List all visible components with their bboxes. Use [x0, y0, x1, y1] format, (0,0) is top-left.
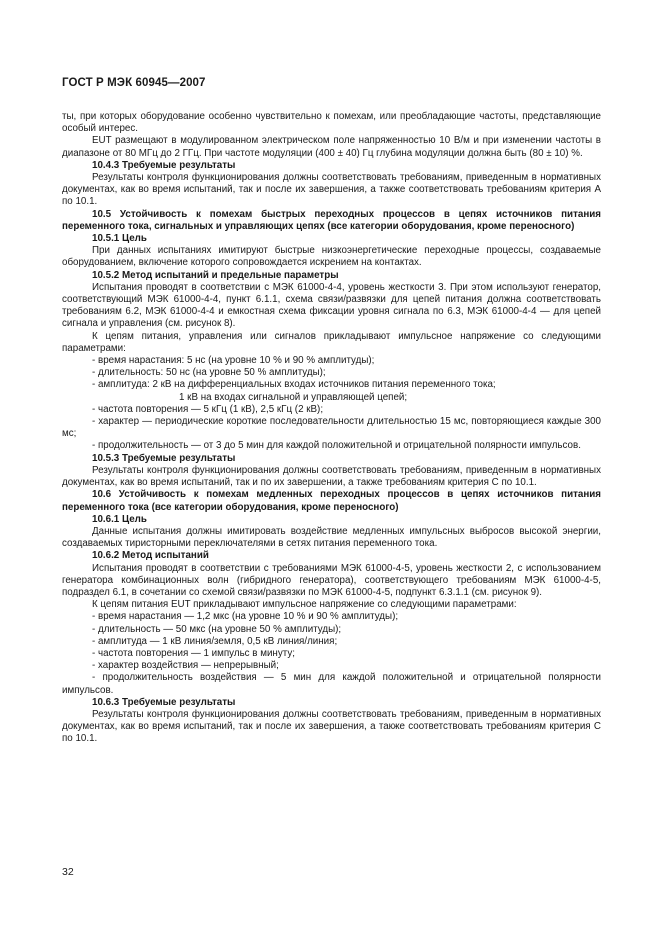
list-item: - время нарастания: 5 нс (на уровне 10 % и 90 % амплитуды); — [92, 355, 375, 367]
paragraph: Испытания проводят в соответствии с требованиями МЭК 61000-4-5, уровень жесткости 2, с использованием генератора комбинационных волн (гибридного генератора), соответствующего требованиям МЭК 61000-4-5, подраздел 6.1, в сочетании со схемой связи/развязки по МЭК 61000-4-5, подпункт 6.3.1.1 (см. рисунок 9). — [62, 562, 601, 598]
section-heading: 10.6 Устойчивость к помехам медленных переходных процессов в цепях источников питания переменного тока (все категории оборудования, кроме переносного) — [62, 489, 601, 513]
paragraph: К цепям питания EUT прикладывают импульсное напряжение со следующими параметрами: — [92, 599, 517, 611]
section-heading: 10.5 Устойчивость к помехам быстрых переходных процессов в цепях источников питания переменного тока, сигнальных и управляющих цепях (все категории оборудования, кроме переносного) — [62, 208, 601, 232]
list-item: - амплитуда: 2 кВ на дифференциальных входах источников питания переменного тока; — [92, 379, 496, 391]
paragraph: Результаты контроля функционирования должны соответствовать требованиям, приведенным в нормативных документах, как во время испытаний, так и после их завершения, а также соответствовать требованиям критерия А по 10.1. — [62, 172, 601, 208]
document-header: ГОСТ Р МЭК 60945—2007 — [62, 77, 206, 89]
list-item: - амплитуда — 1 кВ линия/земля, 0,5 кВ линия/линия; — [92, 635, 338, 647]
paragraph: ты, при которых оборудование особенно чувствительно к помехам, или преобладающие частоты, представляющие особый интерес. — [62, 111, 601, 135]
list-item: - длительность: 50 нс (на уровне 50 % амплитуды); — [92, 367, 326, 379]
paragraph: Испытания проводят в соответствии с МЭК 61000-4-4, уровень жесткости 3. При этом используют генератор, соответствующий МЭК 61000-4-4, пункт 6.1.1, схема связи/развязки для цепей питания должна соответствовать требованиям 6.2, МЭК 61000-4-4 и емкостная схема фиксации уровня сигнала по 6.3, МЭК 61000-4-4 — для цепей сигнала и управления (см. рисунок 8). — [62, 281, 601, 330]
list-item: - частота повторения — 1 импульс в минуту; — [92, 647, 295, 659]
list-item: - частота повторения — 5 кГц (1 кВ), 2,5 кГц (2 кВ); — [92, 403, 324, 415]
section-heading: 10.6.1 Цель — [92, 513, 147, 525]
list-item: - характер — периодические короткие последовательности длительностью 15 мс, повторяющиеся каждые 300 мс; — [62, 416, 601, 440]
paragraph: EUT размещают в модулированном электрическом поле напряженностью 10 В/м и при изменении частоты в диапазоне от 80 МГц до 2 ГГц. При частоте модуляции (400 ± 40) Гц глубина модуляции должна быть (80 ± 10) %. — [62, 135, 601, 159]
list-item: - время нарастания — 1,2 мкс (на уровне 10 % и 90 % амплитуды); — [92, 611, 399, 623]
list-item: - характер воздействия — непрерывный; — [92, 660, 279, 672]
list-item-continuation: 1 кВ на входах сигнальной и управляющей цепей; — [179, 391, 408, 403]
page-number: 32 — [62, 866, 74, 878]
section-heading: 10.6.2 Метод испытаний — [92, 550, 209, 562]
section-heading: 10.5.1 Цель — [92, 233, 147, 245]
paragraph: К цепям питания, управления или сигналов прикладывают импульсное напряжение со следующими параметрами: — [62, 330, 601, 354]
document-body — [62, 111, 601, 746]
list-item: - длительность — 50 мкс (на уровне 50 % амплитуды); — [92, 623, 342, 635]
paragraph: Данные испытания должны имитировать воздействие медленных импульсных выбросов высокой энергии, создаваемых тиристорными переключателями в сетях питания переменного тока. — [62, 525, 601, 550]
paragraph: Результаты контроля функционирования должны соответствовать требованиям, приведенным в нормативных документах, как во время испытаний, так и после их завершения, а также соответствовать требованиям критерия С по 10.1. — [62, 708, 601, 745]
paragraph: Результаты контроля функционирования должны соответствовать требованиям, приведенным в нормативных документах, как во время испытаний, так и по их завершении, а также требованиям критерия С по 10.1. — [62, 464, 601, 489]
paragraph: При данных испытаниях имитируют быстрые низкоэнергетические переходные процессы, создаваемые оборудованием, включение которого сопровождается искрением на контактах. — [62, 245, 601, 269]
list-item: - продолжительность воздействия — 5 мин для каждой положительной и отрицательной полярности импульсов. — [62, 672, 601, 696]
section-heading: 10.5.3 Требуемые результаты — [92, 452, 236, 464]
section-heading: 10.4.3 Требуемые результаты — [92, 159, 236, 171]
list-item: - продолжительность — от 3 до 5 мин для каждой положительной и отрицательной полярности импульсов. — [92, 440, 581, 452]
section-heading: 10.6.3 Требуемые результаты — [92, 696, 236, 708]
section-heading: 10.5.2 Метод испытаний и предельные параметры — [92, 269, 339, 281]
